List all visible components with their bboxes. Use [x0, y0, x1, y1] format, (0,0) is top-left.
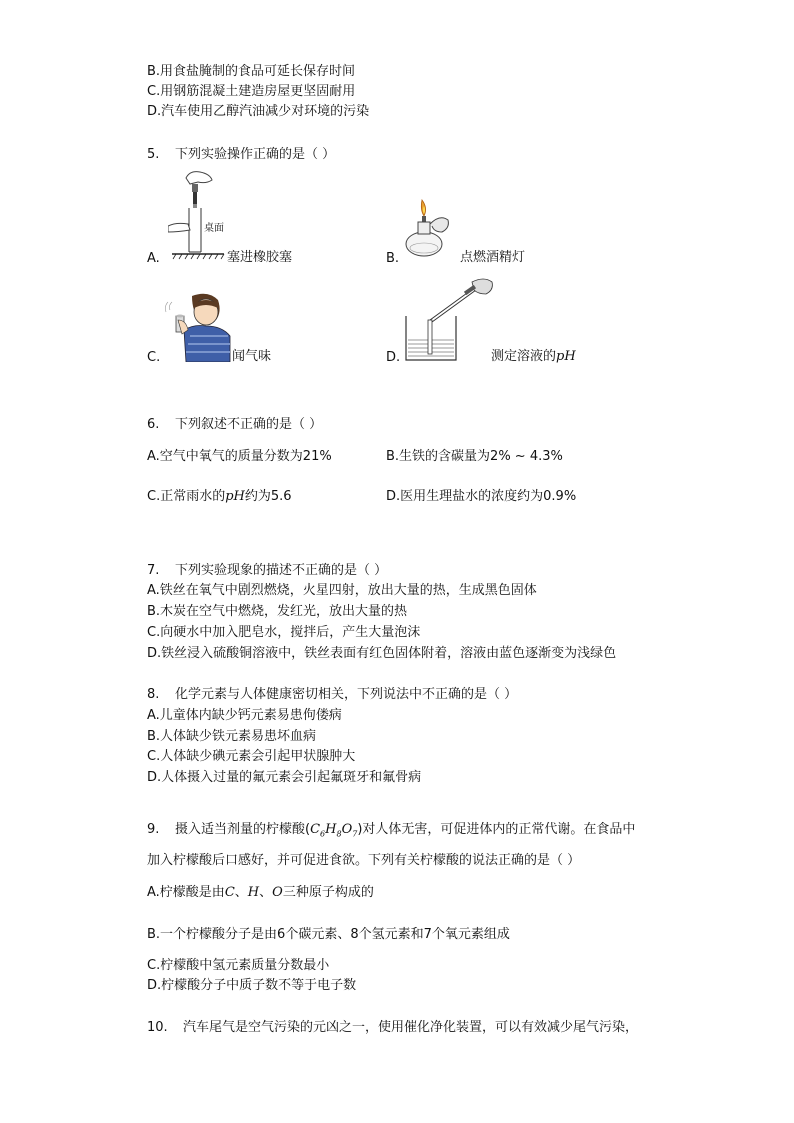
question-text: 汽车尾气是空气污染的元凶之一，使用催化净化装置，可以有效减少尾气污染， [183, 1020, 639, 1035]
ph-test-figure [402, 276, 498, 362]
question-9-stem: 9. 摄入适当剂量的柠檬酸$(C_6H_8O_7)$对人体无害，可促进体内的正常代谢。在食品中 [147, 822, 636, 839]
option-b-label: B. [386, 251, 400, 266]
question-5-stem [147, 147, 335, 163]
q9-option-a: A.柠檬酸是由C、H、O三种原子构成的 [147, 885, 374, 900]
question-9-stem-line2: 加入柠檬酸后口感好，并可促进食欲。下列有关柠檬酸的说法正确的是（ ） [147, 853, 581, 868]
question-text: 下列叙述不正确的是（ ） [175, 417, 323, 432]
alcohol-lamp-figure [402, 196, 454, 262]
citric-acid-formula: $C_6H_8O_7$ [310, 822, 358, 839]
option-a-label: A. [147, 251, 160, 266]
option-c: C.用钢筋混凝土建造房屋更坚固耐用 [147, 84, 356, 99]
stopper-insertion-figure [168, 164, 228, 262]
question-number: 8. [147, 687, 160, 702]
q6-option-b: B.生铁的含碳量为2% ~ 4.3% [386, 449, 563, 464]
desk-label: 桌面 [204, 223, 224, 234]
q6-option-c: C.正常雨水的pH约为5.6 [147, 489, 292, 504]
q7-option-c: C.向硬水中加入肥皂水，搅拌后，产生大量泡沫 [147, 625, 421, 640]
question-7-stem [147, 563, 387, 579]
q7-option-a: A.铁丝在氧气中剧烈燃烧，火星四射，放出大量的热，生成黑色固体 [147, 583, 537, 598]
option-d-label: D. [386, 350, 401, 365]
question-text: 下列实验现象的描述不正确的是（ ） [175, 563, 388, 578]
question-number: 7. [147, 563, 160, 578]
question-text: 化学元素与人体健康密切相关，下列说法中不正确的是（ ） [175, 687, 518, 702]
option-d-caption: 测定溶液的pH [491, 349, 576, 364]
question-number: 10. [147, 1020, 168, 1035]
option-c-label: C. [147, 350, 161, 365]
q6-option-d: D.医用生理盐水的浓度约为0.9% [386, 489, 577, 504]
question-10-stem [147, 1020, 638, 1036]
q9-option-d: D.柠檬酸分子中质子数不等于电子数 [147, 978, 357, 993]
question-number: 6. [147, 417, 160, 432]
q8-option-a: A.儿童体内缺少钙元素易患佝偻病 [147, 708, 342, 723]
option-b-caption: 点燃酒精灯 [460, 250, 526, 265]
q9-option-c: C.柠檬酸中氢元素质量分数最小 [147, 958, 330, 973]
q9-option-b: B.一个柠檬酸分子是由6个碳元素、8个氢元素和7个氧元素组成 [147, 927, 510, 942]
option-b: B.用食盐腌制的食品可延长保存时间 [147, 64, 356, 79]
q8-option-d: D.人体摄入过量的氟元素会引起氟斑牙和氟骨病 [147, 770, 422, 785]
q7-option-b: B.木炭在空气中燃烧，发红光，放出大量的热 [147, 604, 408, 619]
q8-option-c: C.人体缺少碘元素会引起甲状腺肿大 [147, 749, 356, 764]
q7-option-d: D.铁丝浸入硫酸铜溶液中，铁丝表面有红色固体附着，溶液由蓝色逐渐变为浅绿色 [147, 646, 617, 661]
q6-option-a: A.空气中氧气的质量分数为21% [147, 449, 332, 464]
option-c-caption: 闻气味 [232, 349, 272, 364]
question-8-stem [147, 687, 517, 703]
question-number: 5. [147, 147, 160, 162]
smelling-figure [164, 290, 232, 362]
question-6-stem [147, 417, 322, 433]
option-a-caption: 塞进橡胶塞 [227, 250, 293, 265]
question-text: 下列实验操作正确的是（ ） [175, 147, 336, 162]
option-d: D.汽车使用乙醇汽油减少对环境的污染 [147, 104, 370, 119]
question-number: 9. [147, 822, 160, 837]
q8-option-b: B.人体缺少铁元素易患坏血病 [147, 729, 317, 744]
